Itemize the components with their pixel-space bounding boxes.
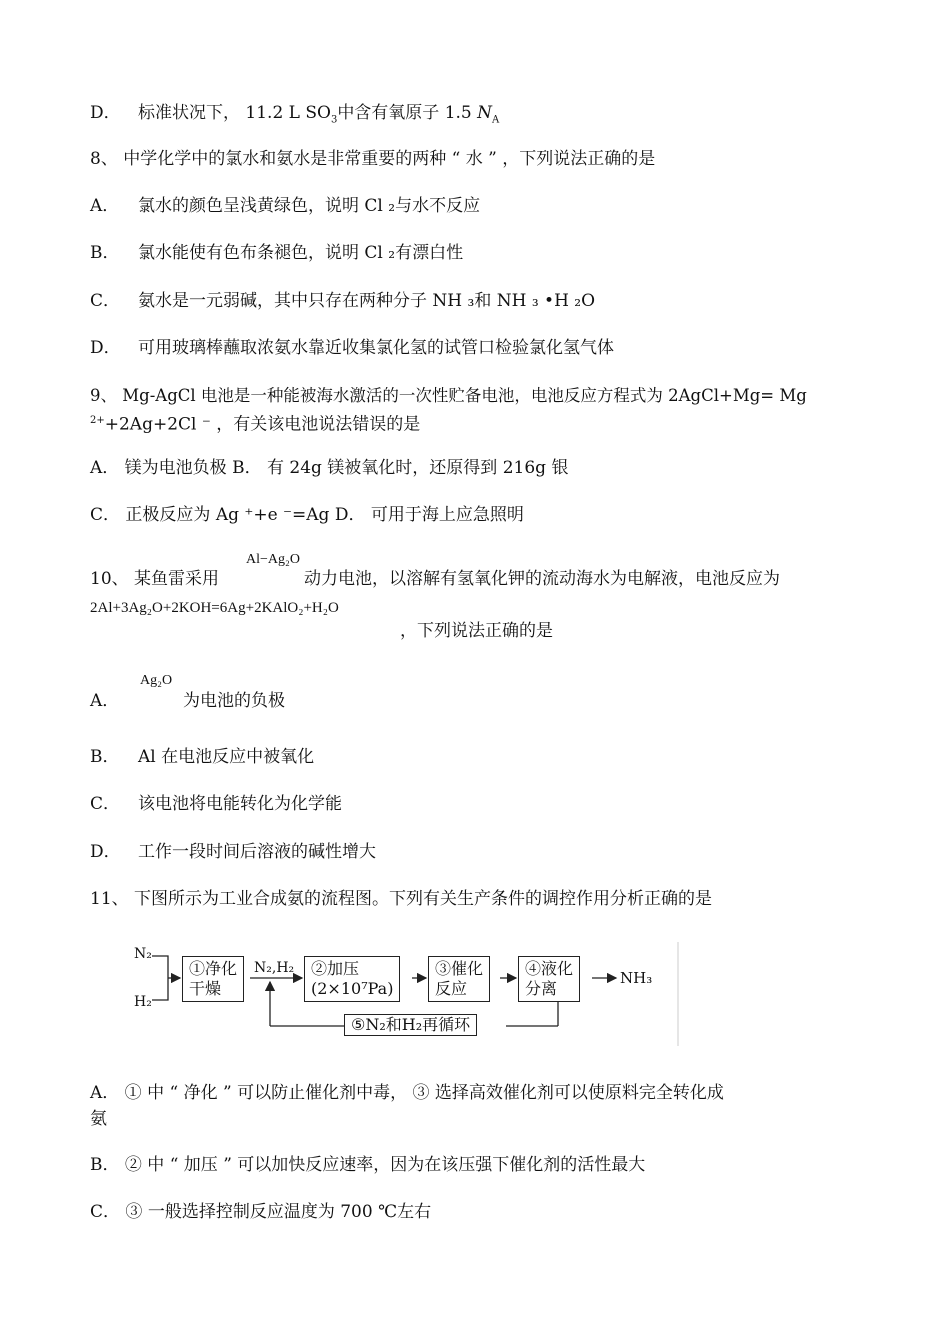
- q8-option-c: [90, 290, 595, 312]
- option-text: 为电池的负极: [183, 691, 285, 711]
- q9-stem-line1: 9、 Mg-AgCl 电池是一种能被海水激活的一次性贮备电池，电池反应方程式为 2AgCl+Mg= Mg: [90, 386, 807, 405]
- option-label: D．: [90, 103, 121, 123]
- q10-option-d: [90, 841, 376, 863]
- option-text: 可用玻璃棒蘸取浓氨水靠近收集氯化氢的试管口检验氯化氢气体: [138, 338, 614, 358]
- box-purify-dry: [182, 956, 244, 1002]
- q11-option-b: B． ② 中 “ 加压 ” 可以加快反应速率，因为在该压强下催化剂的活性最大: [90, 1155, 646, 1175]
- box-line: ②加压: [311, 959, 360, 978]
- q10-option-b: [90, 746, 314, 768]
- q11-stem: 11、 下图所示为工业合成氨的流程图。下列有关生产条件的调控作用分析正确的是: [90, 889, 713, 909]
- reaction-equation: 2Al+3Ag₂O+2KOH=6Ag+2KAlO₂+H₂O: [90, 600, 339, 616]
- option-text: 该电池将电能转化为化学能: [138, 794, 342, 814]
- input-h2-label: H₂: [134, 994, 152, 1010]
- q9-options-cd: C． 正极反应为 Ag ⁺+e ⁻=Ag D． 可用于海上应急照明: [90, 505, 524, 525]
- input-n2-label: N₂: [134, 946, 152, 962]
- option-label: B．: [90, 747, 120, 767]
- stem-text: 10、 某鱼雷采用: [90, 569, 220, 589]
- superscript: 2+: [90, 415, 105, 426]
- ammonia-process-flowchart: [130, 942, 690, 1052]
- q11-option-c: C． ③ 一般选择控制反应温度为 700 ℃左右: [90, 1202, 432, 1222]
- option-text: 氯水能使有色布条褪色，说明 Cl ₂有漂白性: [138, 243, 464, 263]
- q10-stem-tail: ，下列说法正确的是: [400, 621, 553, 641]
- option-label: A．: [90, 691, 120, 711]
- box-catalytic-reaction: [428, 956, 490, 1002]
- battery-formula: Al−Ag₂O: [246, 552, 300, 567]
- q10-option-c: [90, 793, 342, 815]
- q8-stem: 8、 中学化学中的氯水和氨水是非常重要的两种 “ 水 ” ，下列说法正确的是: [90, 149, 656, 169]
- q10-stem: [90, 568, 780, 590]
- box-line: ③催化: [435, 959, 484, 978]
- option-text: 氯水的颜色呈浅黄绿色，说明 Cl ₂与水不反应: [138, 196, 481, 216]
- option-text: 氨水是一元弱碱，其中只存在两种分子 NH ₃和 NH ₃ •H ₂O: [138, 291, 596, 311]
- q8-option-b: [90, 242, 463, 264]
- avogadro-symbol: N: [477, 103, 493, 123]
- subscript: A: [492, 114, 500, 126]
- box-recycle: ⑤N₂和H₂再循环: [344, 1014, 477, 1036]
- stem-text: +2Ag+2Cl ⁻ ，有关该电池说法错误的是: [104, 414, 421, 435]
- box-liquefy-separate: [518, 956, 580, 1002]
- mid-n2-h2-label: N₂,H₂: [254, 960, 295, 976]
- option-label: C．: [90, 794, 121, 814]
- option-label: B．: [90, 243, 120, 263]
- option-text: 标准状况下， 11.2 L SO: [138, 103, 331, 123]
- option-label: D．: [90, 338, 121, 358]
- ag2o-formula: Ag₂O: [140, 673, 173, 688]
- q7-option-d: [90, 102, 499, 131]
- q8-option-d: [90, 337, 614, 359]
- q10-option-a: [90, 690, 285, 712]
- box-line: ①净化: [189, 959, 238, 978]
- q9-stem-line2: [90, 410, 420, 436]
- box-line: ④液化: [525, 959, 574, 978]
- output-nh3-label: NH₃: [620, 969, 653, 987]
- box-pressurize: [304, 956, 400, 1002]
- box-line: (2×10⁷Pa): [311, 979, 394, 998]
- box-line: 反应: [435, 979, 468, 998]
- option-label: A．: [90, 196, 120, 216]
- q8-option-a: [90, 195, 480, 217]
- q9-options-ab: A． 镁为电池负极 B． 有 24g 镁被氧化时，还原得到 216g 银: [90, 458, 569, 478]
- option-text: Al 在电池反应中被氧化: [138, 747, 315, 767]
- option-label: C．: [90, 291, 121, 311]
- option-label: D．: [90, 842, 121, 862]
- stem-text-tail: 动力电池，以溶解有氢氧化钾的流动海水为电解液，电池反应为: [304, 569, 781, 589]
- box-line: 干燥: [189, 979, 222, 998]
- option-text-tail: 中含有氧原子 1.5: [337, 103, 478, 123]
- q11-option-a-line2: 氨: [90, 1109, 107, 1129]
- subscript: 3: [330, 114, 338, 126]
- q11-option-a-line1: A． ① 中 “ 净化 ” 可以防止催化剂中毒， ③ 选择高效催化剂可以使原料完全转化成: [90, 1083, 724, 1103]
- box-line: 分离: [525, 979, 558, 998]
- option-text: 工作一段时间后溶液的碱性增大: [138, 842, 376, 862]
